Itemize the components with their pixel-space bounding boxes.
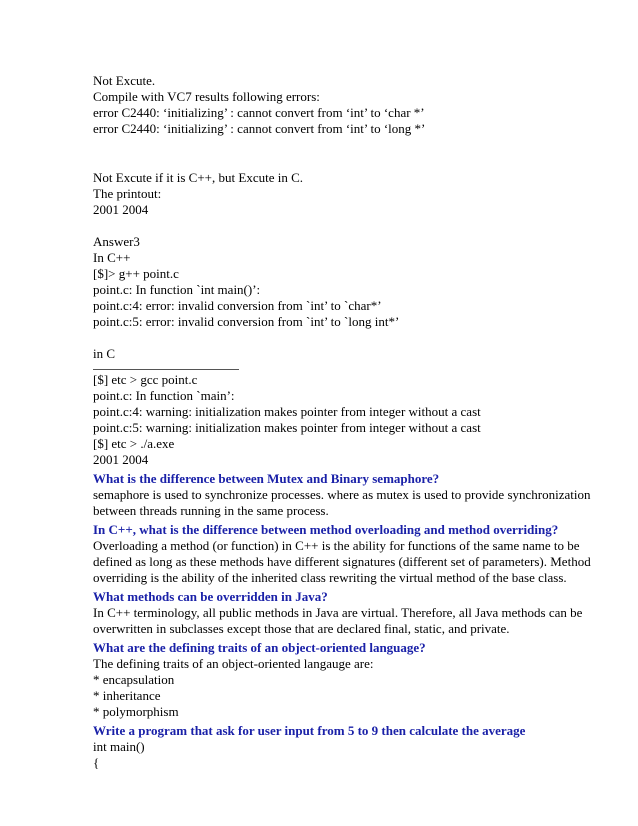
code-line: int main() bbox=[93, 739, 145, 754]
question-heading: Write a program that ask for user input from 5 to 9 then calculate the average bbox=[93, 723, 526, 738]
divider-line bbox=[93, 362, 239, 372]
question-heading: What is the difference between Mutex and Binary semaphore? bbox=[93, 471, 440, 486]
text-line: 2001 2004 bbox=[93, 452, 149, 467]
answer-line: The defining traits of an object-oriented langauge are: bbox=[93, 656, 374, 671]
spacer bbox=[93, 330, 608, 346]
text-line: Not Excute. bbox=[93, 73, 156, 88]
text-line: [$] etc > ./a.exe bbox=[93, 436, 175, 451]
text-line: error C2440: ‘initializing’ : cannot convert from ‘int’ to ‘long *’ bbox=[93, 121, 426, 136]
text-line: Not Excute if it is C++, but Excute in C. bbox=[93, 170, 303, 185]
text-line: [$] etc > gcc point.c bbox=[93, 372, 198, 387]
document-page bbox=[93, 73, 608, 771]
text-line: In C++ bbox=[93, 250, 131, 265]
question-heading: In C++, what is the difference between method overloading and method overriding? bbox=[93, 522, 559, 537]
code-line: { bbox=[93, 755, 100, 770]
text-line: point.c: In function `main’: bbox=[93, 388, 235, 403]
text-line: point.c:4: error: invalid conversion from `int’ to `char*’ bbox=[93, 298, 382, 313]
text-line: point.c:4: warning: initialization makes pointer from integer without a cast bbox=[93, 404, 481, 419]
answer-line: * polymorphism bbox=[93, 704, 179, 719]
answer-paragraph: Overloading a method (or function) in C++ is the ability for functions of the same name to be defined as long as these methods have different signatures (different set of parameters). Method overriding is the ability of the inherited class rewriting the virtual method of the base class. bbox=[93, 538, 591, 585]
spacer bbox=[93, 137, 608, 170]
text-line: error C2440: ‘initializing’ : cannot convert from ‘int’ to ‘char *’ bbox=[93, 105, 425, 120]
answer-line: * inheritance bbox=[93, 688, 161, 703]
answer-line: * encapsulation bbox=[93, 672, 175, 687]
answer-paragraph: In C++ terminology, all public methods in Java are virtual. Therefore, all Java methods can be overwritten in subclasses except those that are declared final, static, and private. bbox=[93, 605, 583, 636]
text-line: point.c:5: warning: initialization makes pointer from integer without a cast bbox=[93, 420, 481, 435]
question-heading: What methods can be overridden in Java? bbox=[93, 589, 328, 604]
text-line: Answer3 bbox=[93, 234, 140, 249]
text-line: Compile with VC7 results following errors: bbox=[93, 89, 320, 104]
text-line: The printout: bbox=[93, 186, 162, 201]
text-line: point.c: In function `int main()’: bbox=[93, 282, 261, 297]
text-line: 2001 2004 bbox=[93, 202, 149, 217]
answer-paragraph: semaphore is used to synchronize processes. where as mutex is used to provide synchronization between threads running in the same process. bbox=[93, 487, 591, 518]
text-line: point.c:5: error: invalid conversion from `int’ to `long int*’ bbox=[93, 314, 400, 329]
spacer bbox=[93, 218, 608, 234]
question-heading: What are the defining traits of an object-oriented language? bbox=[93, 640, 426, 655]
text-line: in C bbox=[93, 346, 116, 361]
text-line: [$]> g++ point.c bbox=[93, 266, 179, 281]
